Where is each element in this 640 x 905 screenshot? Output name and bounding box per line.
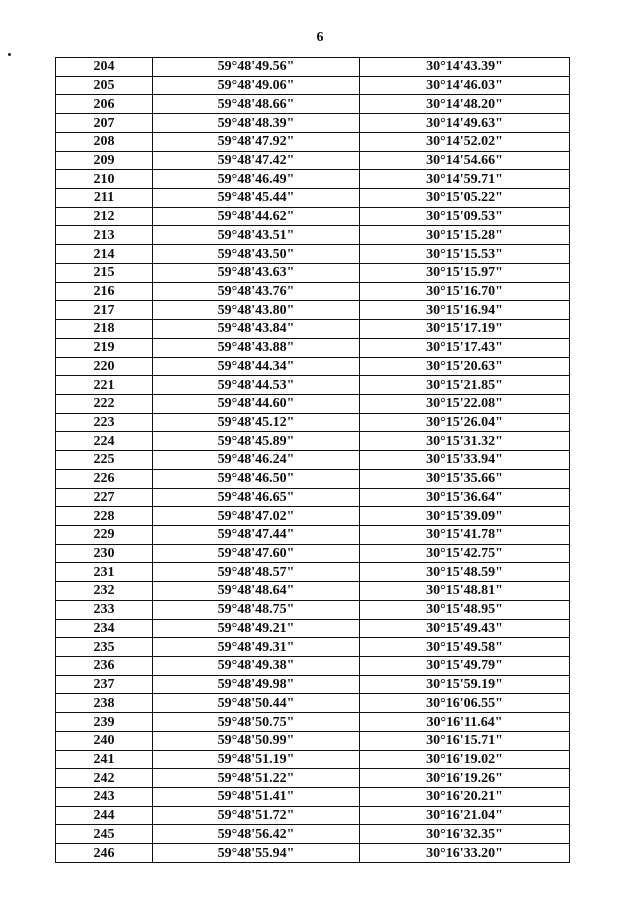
longitude-cell: 30°15'39.09" <box>360 507 570 526</box>
longitude-cell: 30°16'21.04" <box>360 806 570 825</box>
latitude-cell: 59°48'50.99" <box>153 731 360 750</box>
table-row <box>56 413 570 432</box>
table-row <box>56 263 570 282</box>
longitude-cell: 30°15'49.79" <box>360 657 570 676</box>
table-row <box>56 638 570 657</box>
table-row <box>56 750 570 769</box>
coordinates-table <box>55 57 570 863</box>
point-number-cell: 219 <box>56 338 153 357</box>
point-number-cell: 237 <box>56 675 153 694</box>
point-number-cell: 205 <box>56 76 153 95</box>
table-row <box>56 301 570 320</box>
point-number-cell: 241 <box>56 750 153 769</box>
longitude-cell: 30°15'33.94" <box>360 451 570 470</box>
point-number-cell: 204 <box>56 58 153 77</box>
longitude-cell: 30°16'19.02" <box>360 750 570 769</box>
point-number-cell: 220 <box>56 357 153 376</box>
latitude-cell: 59°48'48.66" <box>153 95 360 114</box>
latitude-cell: 59°48'43.63" <box>153 263 360 282</box>
latitude-cell: 59°48'47.60" <box>153 544 360 563</box>
latitude-cell: 59°48'49.38" <box>153 657 360 676</box>
longitude-cell: 30°14'49.63" <box>360 114 570 133</box>
longitude-cell: 30°16'33.20" <box>360 844 570 863</box>
table-row <box>56 582 570 601</box>
point-number-cell: 218 <box>56 320 153 339</box>
point-number-cell: 229 <box>56 525 153 544</box>
longitude-cell: 30°14'48.20" <box>360 95 570 114</box>
latitude-cell: 59°48'55.94" <box>153 844 360 863</box>
table-row <box>56 769 570 788</box>
table-row <box>56 170 570 189</box>
table-row <box>56 694 570 713</box>
point-number-cell: 231 <box>56 563 153 582</box>
latitude-cell: 59°48'49.98" <box>153 675 360 694</box>
latitude-cell: 59°48'50.75" <box>153 713 360 732</box>
latitude-cell: 59°48'48.75" <box>153 600 360 619</box>
latitude-cell: 59°48'44.53" <box>153 376 360 395</box>
point-number-cell: 227 <box>56 488 153 507</box>
point-number-cell: 245 <box>56 825 153 844</box>
latitude-cell: 59°48'47.02" <box>153 507 360 526</box>
point-number-cell: 209 <box>56 151 153 170</box>
table-row <box>56 151 570 170</box>
latitude-cell: 59°48'49.06" <box>153 76 360 95</box>
table-row <box>56 95 570 114</box>
point-number-cell: 211 <box>56 189 153 208</box>
table-row <box>56 114 570 133</box>
longitude-cell: 30°15'49.43" <box>360 619 570 638</box>
table-row <box>56 675 570 694</box>
table-row <box>56 544 570 563</box>
latitude-cell: 59°48'49.56" <box>153 58 360 77</box>
point-number-cell: 244 <box>56 806 153 825</box>
longitude-cell: 30°16'06.55" <box>360 694 570 713</box>
point-number-cell: 233 <box>56 600 153 619</box>
table-row <box>56 563 570 582</box>
margin-dot <box>8 53 11 56</box>
point-number-cell: 235 <box>56 638 153 657</box>
point-number-cell: 239 <box>56 713 153 732</box>
longitude-cell: 30°16'32.35" <box>360 825 570 844</box>
longitude-cell: 30°15'48.95" <box>360 600 570 619</box>
coordinates-table-body <box>56 58 570 863</box>
point-number-cell: 242 <box>56 769 153 788</box>
table-row <box>56 432 570 451</box>
latitude-cell: 59°48'48.64" <box>153 582 360 601</box>
point-number-cell: 238 <box>56 694 153 713</box>
table-row <box>56 788 570 807</box>
longitude-cell: 30°15'17.19" <box>360 320 570 339</box>
latitude-cell: 59°48'48.57" <box>153 563 360 582</box>
longitude-cell: 30°15'15.28" <box>360 226 570 245</box>
table-row <box>56 320 570 339</box>
table-row <box>56 844 570 863</box>
point-number-cell: 226 <box>56 469 153 488</box>
table-row <box>56 806 570 825</box>
latitude-cell: 59°48'44.34" <box>153 357 360 376</box>
latitude-cell: 59°48'51.41" <box>153 788 360 807</box>
longitude-cell: 30°15'59.19" <box>360 675 570 694</box>
table-row <box>56 226 570 245</box>
point-number-cell: 228 <box>56 507 153 526</box>
longitude-cell: 30°14'54.66" <box>360 151 570 170</box>
point-number-cell: 243 <box>56 788 153 807</box>
table-row <box>56 245 570 264</box>
latitude-cell: 59°48'43.51" <box>153 226 360 245</box>
table-row <box>56 338 570 357</box>
table-row <box>56 825 570 844</box>
table-row <box>56 600 570 619</box>
latitude-cell: 59°48'51.19" <box>153 750 360 769</box>
page-number: 6 <box>316 30 324 45</box>
longitude-cell: 30°14'59.71" <box>360 170 570 189</box>
longitude-cell: 30°16'20.21" <box>360 788 570 807</box>
point-number-cell: 215 <box>56 263 153 282</box>
latitude-cell: 59°48'56.42" <box>153 825 360 844</box>
table-row <box>56 189 570 208</box>
point-number-cell: 222 <box>56 394 153 413</box>
point-number-cell: 214 <box>56 245 153 264</box>
latitude-cell: 59°48'44.60" <box>153 394 360 413</box>
table-row <box>56 657 570 676</box>
point-number-cell: 217 <box>56 301 153 320</box>
longitude-cell: 30°16'19.26" <box>360 769 570 788</box>
table-row <box>56 731 570 750</box>
table-row <box>56 394 570 413</box>
table-row <box>56 58 570 77</box>
longitude-cell: 30°14'52.02" <box>360 132 570 151</box>
latitude-cell: 59°48'43.50" <box>153 245 360 264</box>
point-number-cell: 240 <box>56 731 153 750</box>
table-row <box>56 619 570 638</box>
longitude-cell: 30°15'35.66" <box>360 469 570 488</box>
table-row <box>56 713 570 732</box>
table-row <box>56 282 570 301</box>
longitude-cell: 30°15'22.08" <box>360 394 570 413</box>
latitude-cell: 59°48'50.44" <box>153 694 360 713</box>
table-row <box>56 76 570 95</box>
point-number-cell: 232 <box>56 582 153 601</box>
latitude-cell: 59°48'47.42" <box>153 151 360 170</box>
point-number-cell: 224 <box>56 432 153 451</box>
table-row <box>56 376 570 395</box>
longitude-cell: 30°14'43.39" <box>360 58 570 77</box>
longitude-cell: 30°15'49.58" <box>360 638 570 657</box>
latitude-cell: 59°48'48.39" <box>153 114 360 133</box>
point-number-cell: 210 <box>56 170 153 189</box>
latitude-cell: 59°48'46.65" <box>153 488 360 507</box>
longitude-cell: 30°15'48.59" <box>360 563 570 582</box>
table-row <box>56 357 570 376</box>
point-number-cell: 236 <box>56 657 153 676</box>
latitude-cell: 59°48'46.50" <box>153 469 360 488</box>
table-row <box>56 488 570 507</box>
latitude-cell: 59°48'49.21" <box>153 619 360 638</box>
point-number-cell: 213 <box>56 226 153 245</box>
table-row <box>56 469 570 488</box>
table-row <box>56 207 570 226</box>
latitude-cell: 59°48'49.31" <box>153 638 360 657</box>
longitude-cell: 30°15'15.53" <box>360 245 570 264</box>
longitude-cell: 30°15'09.53" <box>360 207 570 226</box>
point-number-cell: 234 <box>56 619 153 638</box>
longitude-cell: 30°15'17.43" <box>360 338 570 357</box>
point-number-cell: 223 <box>56 413 153 432</box>
longitude-cell: 30°15'31.32" <box>360 432 570 451</box>
point-number-cell: 221 <box>56 376 153 395</box>
point-number-cell: 206 <box>56 95 153 114</box>
latitude-cell: 59°48'43.84" <box>153 320 360 339</box>
point-number-cell: 216 <box>56 282 153 301</box>
latitude-cell: 59°48'45.12" <box>153 413 360 432</box>
point-number-cell: 207 <box>56 114 153 133</box>
latitude-cell: 59°48'43.88" <box>153 338 360 357</box>
latitude-cell: 59°48'47.44" <box>153 525 360 544</box>
point-number-cell: 208 <box>56 132 153 151</box>
longitude-cell: 30°15'15.97" <box>360 263 570 282</box>
latitude-cell: 59°48'46.24" <box>153 451 360 470</box>
longitude-cell: 30°15'16.94" <box>360 301 570 320</box>
point-number-cell: 225 <box>56 451 153 470</box>
longitude-cell: 30°15'41.78" <box>360 525 570 544</box>
point-number-cell: 230 <box>56 544 153 563</box>
latitude-cell: 59°48'43.76" <box>153 282 360 301</box>
table-row <box>56 451 570 470</box>
longitude-cell: 30°15'21.85" <box>360 376 570 395</box>
point-number-cell: 212 <box>56 207 153 226</box>
longitude-cell: 30°15'36.64" <box>360 488 570 507</box>
latitude-cell: 59°48'51.72" <box>153 806 360 825</box>
longitude-cell: 30°15'16.70" <box>360 282 570 301</box>
latitude-cell: 59°48'45.89" <box>153 432 360 451</box>
latitude-cell: 59°48'47.92" <box>153 132 360 151</box>
point-number-cell: 246 <box>56 844 153 863</box>
latitude-cell: 59°48'43.80" <box>153 301 360 320</box>
longitude-cell: 30°14'46.03" <box>360 76 570 95</box>
longitude-cell: 30°15'42.75" <box>360 544 570 563</box>
longitude-cell: 30°16'11.64" <box>360 713 570 732</box>
longitude-cell: 30°15'48.81" <box>360 582 570 601</box>
table-row <box>56 507 570 526</box>
table-row <box>56 525 570 544</box>
table-row <box>56 132 570 151</box>
latitude-cell: 59°48'46.49" <box>153 170 360 189</box>
longitude-cell: 30°15'05.22" <box>360 189 570 208</box>
latitude-cell: 59°48'44.62" <box>153 207 360 226</box>
longitude-cell: 30°16'15.71" <box>360 731 570 750</box>
latitude-cell: 59°48'51.22" <box>153 769 360 788</box>
longitude-cell: 30°15'20.63" <box>360 357 570 376</box>
latitude-cell: 59°48'45.44" <box>153 189 360 208</box>
longitude-cell: 30°15'26.04" <box>360 413 570 432</box>
